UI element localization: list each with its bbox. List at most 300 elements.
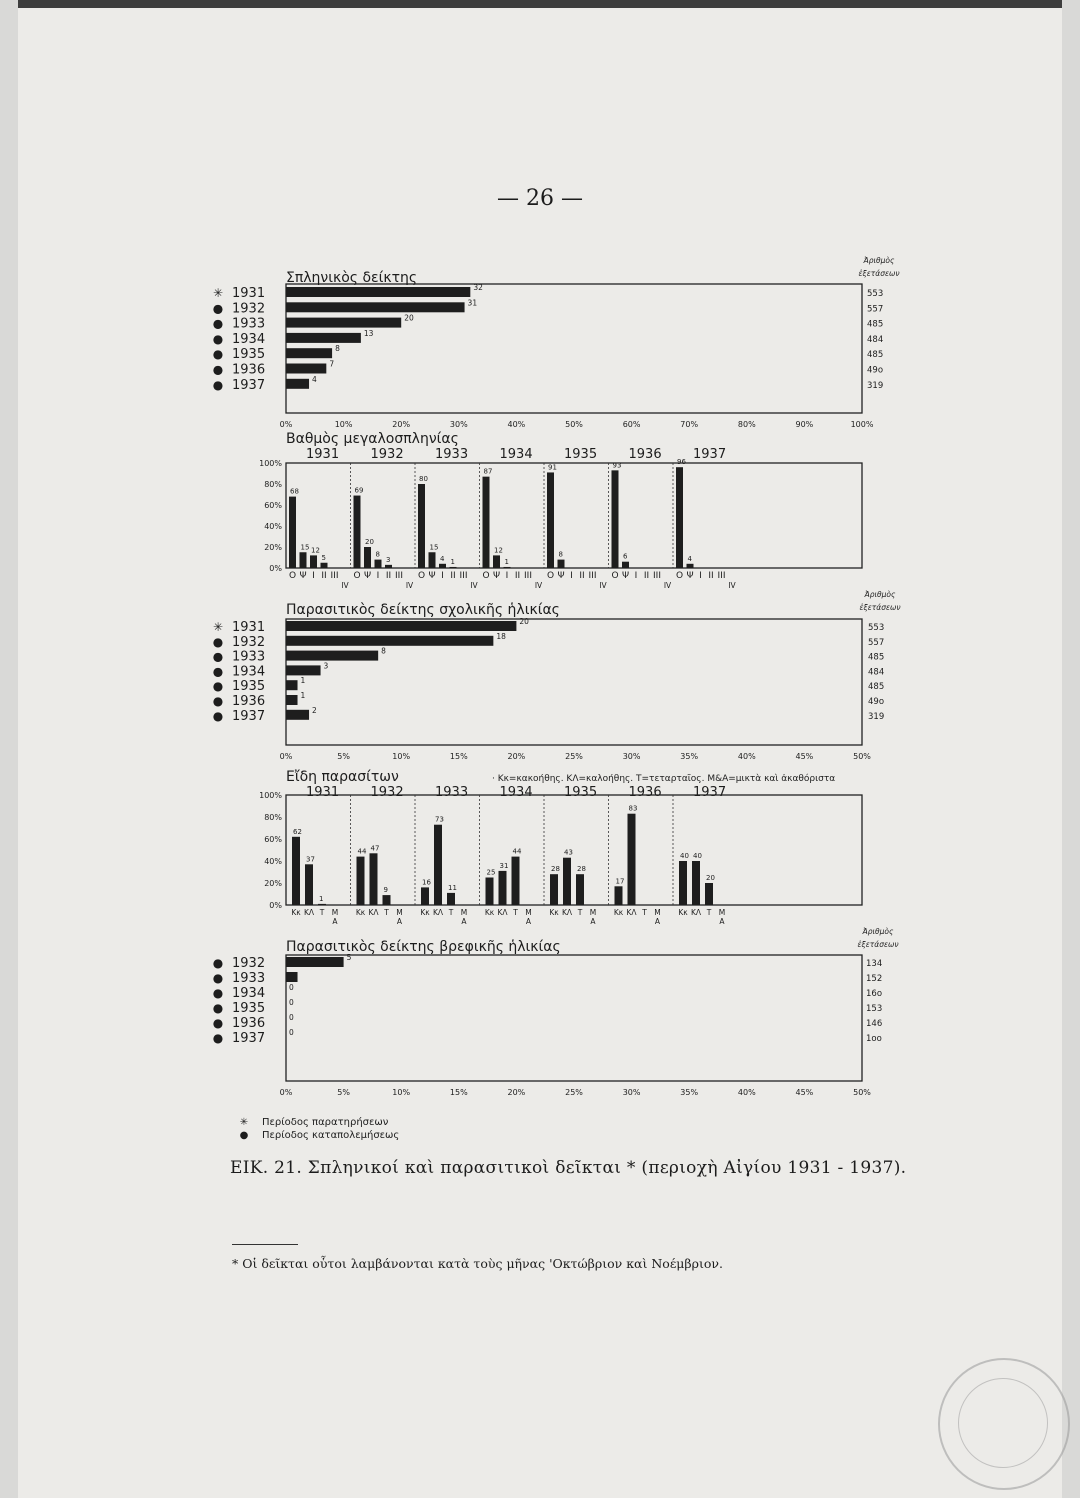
chart1-value-label-1936-0: 93 <box>612 461 622 470</box>
chart1-frame <box>286 463 862 568</box>
chart1-value-label-1935-1: 8 <box>558 550 563 559</box>
chart1-value-label-1937-1: 4 <box>687 554 692 563</box>
chart0-marker-1937: ● <box>212 377 224 392</box>
chart0-exam-count-1933: 485 <box>867 319 884 330</box>
chart1-bar-1933-0 <box>418 484 425 568</box>
library-seal <box>938 1358 1070 1490</box>
chart1-sublabel-1931-3: II <box>321 571 327 581</box>
chart0-bar-1936 <box>286 364 326 374</box>
chart2-marker-1931: ✳ <box>212 620 224 634</box>
chart1-ytick-label-4: 80% <box>264 480 282 489</box>
chart4-tick-label-3: 15% <box>449 1088 468 1097</box>
chart3-sublabel-1933-0: Κκ <box>420 908 430 917</box>
chart1-value-label-1932-1: 20 <box>365 538 374 546</box>
legend-text-0: Περίοδος παρατηρήσεων <box>262 1117 389 1128</box>
chart3-bar-1933-1 <box>434 825 442 905</box>
chart0-marker-1934: ● <box>212 331 224 346</box>
chart3-bar-1933-2 <box>447 893 455 905</box>
chart2-bar-1934 <box>286 665 321 675</box>
chart1-value-label-1934-1: 12 <box>494 546 503 555</box>
chart3-sublabel-1937-0: Κκ <box>678 908 688 917</box>
chart2-year-label-1934: 1934 <box>232 664 266 680</box>
chart3-value-label-1931-2: 1 <box>319 894 324 903</box>
chart3-sublabel-1933-3-a: Α <box>461 917 467 926</box>
chart3-value-label-1933-1: 73 <box>435 815 444 824</box>
chart3-bar-1935-1 <box>563 858 571 905</box>
chart1-sublabel-1935-1: Ψ <box>557 571 565 581</box>
chart1-value-label-1935-0: 91 <box>548 463 557 472</box>
chart3-value-label-1933-0: 16 <box>422 878 431 887</box>
chart3-sublabel-1936-1: ΚΛ <box>626 908 637 917</box>
chart3-sublabel-1933-1: ΚΛ <box>432 908 444 917</box>
chart0-value-label-1936: 7 <box>329 359 335 369</box>
chart1-sublabel-1933-5: IV <box>470 581 478 590</box>
chart1-sublabel-1933-2: I <box>441 571 444 581</box>
chart1-sublabel-1934-5: IV <box>534 581 543 590</box>
chart1-group-label-1931: 1931 <box>306 447 340 462</box>
chart1-value-label-1931-2: 12 <box>311 546 320 555</box>
chart1-bar-1936-0 <box>612 470 619 568</box>
chart3-bar-1936-0 <box>615 886 623 905</box>
chart3-sublabel-1931-2: Τ <box>319 908 325 917</box>
chart4-frame <box>286 955 862 1081</box>
chart4-tick-label-4: 20% <box>507 1088 526 1097</box>
chart3-sublabel-1934-3-m: Μ <box>525 908 532 917</box>
chart1-sublabel-1934-3: II <box>514 571 521 581</box>
chart4-tick-label-6: 30% <box>622 1088 641 1097</box>
chart2-exam-count-1933: 485 <box>868 652 885 663</box>
chart0-tick-label-2: 20% <box>392 420 411 429</box>
chart4-exam-count-1932: 134 <box>866 959 883 969</box>
chart2-value-label-1936: 1 <box>300 691 306 700</box>
chart3-ytick-label-0: 0% <box>269 901 282 910</box>
chart1-sublabel-1932-3: II <box>385 571 392 581</box>
chart0-value-label-1931: 32 <box>473 283 483 292</box>
chart1-bar-1931-3 <box>321 563 328 568</box>
chart1-value-label-1931-3: 5 <box>321 553 326 562</box>
chart2-value-label-1935: 1 <box>300 676 306 686</box>
chart1-value-label-1932-3: 3 <box>386 555 391 564</box>
chart4-year-label-1936: 1936 <box>232 1016 266 1031</box>
chart3-sublabel-1937-1: ΚΛ <box>690 908 702 917</box>
chart1-sublabel-1932-5: IV <box>405 581 414 590</box>
chart2-title: Παρασιτικὸς δείκτης σχολικῆς ἡλικίας <box>286 602 560 618</box>
chart3-sublabel-1931-3-a: Α <box>332 917 338 926</box>
chart2-tick-label-2: 10% <box>392 752 411 761</box>
chart2-exam-header-1: Ἀριθμὸς <box>864 590 896 599</box>
chart3-sublabel-1936-3-a: Α <box>654 917 661 926</box>
chart0-value-label-1932: 31 <box>467 298 478 308</box>
chart4-exam-header-2: ἐξετάσεων <box>857 940 899 949</box>
chart4-bar-1932 <box>286 957 344 967</box>
chart3-sublabel-1934-2: Τ <box>513 908 518 917</box>
chart2-bar-1932 <box>286 636 493 646</box>
chart3-sublabel-1935-3-a: Α <box>590 917 596 926</box>
chart3-sublabel-1935-1: ΚΛ <box>561 908 573 917</box>
chart0-exam-count-1934: 484 <box>867 334 884 345</box>
chart2-exam-count-1932: 557 <box>868 637 885 648</box>
chart3-bar-1931-1 <box>305 864 313 905</box>
chart1-sublabel-1932-1: Ψ <box>363 571 372 581</box>
chart2-value-label-1933: 8 <box>381 646 386 656</box>
chart3-value-label-1937-2: 20 <box>706 874 715 882</box>
chart3-value-label-1932-1: 47 <box>370 844 380 853</box>
chart1-value-label-1932-0: 69 <box>354 486 364 495</box>
chart0-marker-1935: ● <box>212 347 224 362</box>
chart0-tick-label-3: 30% <box>449 420 468 429</box>
chart1-group-label-1932: 1932 <box>370 447 404 462</box>
chart1-bar-1934-2 <box>504 567 511 568</box>
chart2-marker-1937: ● <box>212 708 224 723</box>
chart2-exam-header-2: ἐξετάσεων <box>859 603 901 612</box>
chart1-sublabel-1933-1: Ψ <box>428 571 436 581</box>
chart2-tick-label-1: 5% <box>337 752 350 761</box>
chart0-tick-label-6: 60% <box>622 420 641 429</box>
chart3-group-label-1932: 1932 <box>370 785 404 800</box>
chart4-tick-label-10: 50% <box>853 1088 871 1097</box>
chart3-bar-1934-2 <box>512 857 520 905</box>
chart1-sublabel-1935-3: II <box>579 571 585 581</box>
chart1-bar-1932-0 <box>354 496 361 568</box>
chart1-sublabel-1935-4: III <box>588 571 597 581</box>
chart1-bar-1932-1 <box>364 547 371 568</box>
chart0-exam-header-2: ἐξετάσεων <box>858 269 900 278</box>
chart3-sublabel-1932-3-a: Α <box>396 917 403 926</box>
chart3-value-label-1937-1: 40 <box>693 852 702 860</box>
chart1-sublabel-1931-5: IV <box>341 581 349 590</box>
chart2-tick-label-3: 15% <box>449 752 468 761</box>
chart3-value-label-1931-0: 62 <box>293 827 302 836</box>
chart3-sublabel-1931-3-m: Μ <box>331 908 339 917</box>
chart1-sublabel-1937-2: I <box>699 571 702 581</box>
chart2-marker-1934: ● <box>212 664 224 679</box>
chart0-tick-label-7: 70% <box>680 420 699 429</box>
chart4-tick-label-0: 0% <box>279 1088 293 1097</box>
chart0-year-label-1934: 1934 <box>232 331 266 347</box>
chart1-value-label-1934-0: 87 <box>483 467 493 476</box>
chart4-marker-1935: ● <box>212 1001 224 1015</box>
chart0-value-label-1933: 20 <box>404 313 414 323</box>
legend-marker-1: ● <box>239 1130 249 1141</box>
chart4-year-label-1934: 1934 <box>232 986 266 1001</box>
chart4-exam-count-1935: 153 <box>866 1004 883 1014</box>
chart0-tick-label-8: 80% <box>737 420 756 429</box>
chart0-marker-1936: ● <box>212 362 224 377</box>
chart4-value-label-1934: 0 <box>289 983 294 992</box>
chart1-sublabel-1936-1: Ψ <box>621 571 630 581</box>
chart3-value-label-1935-1: 43 <box>564 848 573 857</box>
chart3-group-label-1931: 1931 <box>306 785 340 800</box>
chart2-year-label-1935: 1935 <box>232 679 266 695</box>
chart3-bar-1934-1 <box>499 871 507 905</box>
chart2-bar-1933 <box>286 651 378 661</box>
chart0-tick-label-5: 50% <box>565 420 583 429</box>
chart1-group-label-1935: 1935 <box>564 447 598 462</box>
chart1-value-label-1933-1: 15 <box>429 543 439 552</box>
chart3-title: Εἴδη παρασίτων <box>286 769 399 785</box>
chart1-sublabel-1933-3: II <box>450 571 456 581</box>
chart0-year-label-1936: 1936 <box>232 362 266 378</box>
chart2-exam-count-1935: 485 <box>868 682 885 693</box>
chart4-marker-1936: ● <box>212 1016 224 1030</box>
chart4-marker-1932: ● <box>212 956 224 970</box>
chart1-value-label-1931-0: 68 <box>290 487 299 496</box>
chart3-group-label-1934: 1934 <box>499 785 533 800</box>
chart2-marker-1936: ● <box>212 694 224 708</box>
chart4-year-label-1935: 1935 <box>232 1001 266 1016</box>
chart3-bar-1937-1 <box>692 861 700 905</box>
chart0-exam-count-1935: 485 <box>867 350 884 361</box>
chart3-bar-1934-0 <box>486 878 494 906</box>
chart1-sublabel-1932-4: III <box>395 571 403 581</box>
chart4-exam-count-1934: 16o <box>866 989 883 999</box>
chart0-bar-1932 <box>286 302 465 312</box>
chart3-bar-1937-0 <box>679 861 687 905</box>
chart3-sublabel-1934-1: ΚΛ <box>497 908 508 917</box>
chart1-bar-1934-0 <box>483 477 490 568</box>
chart1-bar-1933-2 <box>439 564 446 568</box>
chart0-year-label-1935: 1935 <box>232 347 266 363</box>
chart1-sublabel-1935-0: O <box>546 571 555 581</box>
chart3-abbreviation-note: · Κκ=κακοήθης. ΚΛ=καλοήθης. Τ=τεταρταῖος. Μ&Α=μικτὰ καὶ ἀκαθόριστα <box>492 774 836 784</box>
chart0-tick-label-0: 0% <box>279 420 293 429</box>
chart4-marker-1937: ● <box>212 1031 224 1045</box>
chart3-value-label-1936-0: 17 <box>615 877 625 886</box>
chart0-tick-label-1: 10% <box>334 420 353 429</box>
chart0-marker-1931: ✳ <box>212 286 224 300</box>
chart0-title: Σπληνικὸς δείκτης <box>286 270 418 286</box>
figure-caption: ΕΙΚ. 21. Σπληνικοί καὶ παρασιτικοὶ δεῖκται * (περιοχὴ Αἰγίου 1931 - 1937). <box>230 1158 907 1178</box>
chart1-sublabel-1936-4: III <box>653 571 661 581</box>
chart3-sublabel-1932-1: ΚΛ <box>368 908 379 917</box>
chart2-bar-1935 <box>286 680 298 690</box>
chart4-year-label-1932: 1932 <box>232 956 266 971</box>
chart1-bar-1933-3 <box>450 567 457 568</box>
footnote: * Οἱ δεῖκται οὗτοι λαμβάνονται κατὰ τοὺς μῆνας 'Οκτώβριον καὶ Νοέμβριον. <box>232 1256 724 1271</box>
chart4-bar-1933 <box>286 972 298 982</box>
chart4-exam-count-1933: 152 <box>866 974 883 984</box>
chart4-tick-label-7: 35% <box>680 1088 699 1097</box>
chart2-exam-count-1934: 484 <box>868 667 885 678</box>
chart1-bar-1937-1 <box>687 564 694 568</box>
chart0-value-label-1935: 8 <box>335 344 340 354</box>
chart3-sublabel-1935-2: Τ <box>577 908 583 917</box>
chart3-value-label-1933-2: 11 <box>448 883 457 892</box>
chart1-sublabel-1933-0: O <box>417 571 426 581</box>
chart2-marker-1932: ● <box>212 634 224 649</box>
chart2-bar-1937 <box>286 710 309 720</box>
chart4-year-label-1933: 1933 <box>232 971 266 986</box>
chart3-bar-1937-2 <box>705 883 713 905</box>
chart3-value-label-1935-2: 28 <box>577 865 586 874</box>
chart0-year-label-1932: 1932 <box>232 301 266 317</box>
library-seal-inner <box>958 1378 1048 1468</box>
chart3-value-label-1932-0: 44 <box>357 847 367 856</box>
chart1-ytick-label-5: 100% <box>259 459 282 468</box>
chart2-tick-label-4: 20% <box>507 752 526 761</box>
chart3-sublabel-1931-0: Κκ <box>291 908 301 917</box>
chart0-exam-count-1936: 49o <box>867 365 884 376</box>
chart4-title: Παρασιτικὸς δείκτης βρεφικῆς ἡλικίας <box>286 939 561 955</box>
chart1-sublabel-1933-4: III <box>459 571 468 581</box>
chart4-tick-label-9: 45% <box>795 1088 814 1097</box>
legend-marker-0: ✳ <box>239 1117 249 1128</box>
chart1-bar-1934-1 <box>493 555 500 568</box>
chart3-bar-1931-0 <box>292 837 300 905</box>
chart1-sublabel-1934-0: O <box>482 571 490 581</box>
chart3-value-label-1937-0: 40 <box>680 852 689 860</box>
legend-text-1: Περίοδος καταπολεμήσεως <box>262 1130 400 1141</box>
chart3-sublabel-1936-2: Τ <box>642 908 647 917</box>
chart3-value-label-1934-0: 25 <box>486 868 496 877</box>
chart1-sublabel-1937-1: Ψ <box>686 571 694 581</box>
chart0-bar-1937 <box>286 379 309 389</box>
chart1-title: Βαθμὸς μεγαλοσπληνίας <box>286 431 459 447</box>
chart3-bar-1936-1 <box>628 814 636 905</box>
chart2-tick-label-6: 30% <box>622 752 641 761</box>
chart1-sublabel-1936-0: O <box>611 571 619 581</box>
chart0-year-label-1931: 1931 <box>232 286 266 301</box>
chart1-value-label-1934-2: 1 <box>504 557 509 566</box>
chart1-sublabel-1934-4: III <box>524 571 532 581</box>
chart3-value-label-1932-2: 9 <box>383 886 388 895</box>
chart1-sublabel-1931-1: Ψ <box>299 571 307 581</box>
chart2-year-label-1933: 1933 <box>232 649 266 665</box>
chart3-sublabel-1932-3-m: Μ <box>396 908 403 917</box>
chart1-sublabel-1936-3: II <box>643 571 650 581</box>
chart1-bar-1933-1 <box>429 552 436 568</box>
chart0-bar-1935 <box>286 348 332 358</box>
chart3-value-label-1934-2: 44 <box>512 847 522 856</box>
chart3-sublabel-1934-0: Κκ <box>484 908 495 917</box>
chart2-tick-label-0: 0% <box>279 752 293 761</box>
chart2-year-label-1931: 1931 <box>232 620 266 635</box>
chart3-sublabel-1936-3-m: Μ <box>654 908 661 917</box>
chart3-sublabel-1933-3-m: Μ <box>460 908 468 917</box>
chart3-bar-1932-0 <box>357 857 365 905</box>
chart0-value-label-1934: 13 <box>363 328 374 338</box>
chart1-sublabel-1937-5: IV <box>728 581 736 590</box>
chart2-tick-label-10: 50% <box>853 752 871 761</box>
chart3-group-label-1933: 1933 <box>435 785 469 800</box>
chart3-sublabel-1935-3-m: Μ <box>589 908 597 917</box>
chart2-tick-label-9: 45% <box>795 752 814 761</box>
chart3-group-label-1935: 1935 <box>564 785 598 800</box>
chart2-tick-label-7: 35% <box>680 752 699 761</box>
chart1-ytick-label-1: 20% <box>264 543 282 552</box>
chart1-bar-1931-1 <box>300 552 307 568</box>
chart3-sublabel-1932-2: Τ <box>384 908 389 917</box>
chart2-exam-count-1931: 553 <box>868 623 885 633</box>
chart1-bar-1935-1 <box>558 560 565 568</box>
chart3-bar-1933-0 <box>421 887 429 905</box>
chart0-bar-1933 <box>286 318 401 328</box>
chart4-tick-label-5: 25% <box>565 1088 583 1097</box>
chart0-year-label-1933: 1933 <box>232 316 266 332</box>
chart3-bar-1935-2 <box>576 874 584 905</box>
chart1-sublabel-1931-0: O <box>288 571 297 581</box>
chart1-ytick-label-3: 60% <box>264 501 282 510</box>
chart3-ytick-label-3: 60% <box>264 835 282 844</box>
chart4-marker-1933: ● <box>212 971 224 985</box>
chart1-sublabel-1936-2: I <box>634 571 638 581</box>
chart1-sublabel-1931-4: III <box>330 571 339 581</box>
chart3-bar-1931-2 <box>318 904 326 905</box>
chart0-marker-1932: ● <box>212 301 224 316</box>
chart1-bar-1935-0 <box>547 472 554 568</box>
chart3-ytick-label-1: 20% <box>264 879 282 888</box>
chart1-sublabel-1934-2: I <box>505 571 509 581</box>
chart0-marker-1933: ● <box>212 316 224 331</box>
chart1-group-label-1933: 1933 <box>435 447 469 462</box>
chart0-tick-label-4: 40% <box>507 420 526 429</box>
chart3-group-label-1937: 1937 <box>693 785 727 800</box>
chart1-value-label-1933-2: 4 <box>440 554 445 563</box>
chart1-value-label-1932-2: 8 <box>375 550 380 559</box>
chart4-value-label-1937: 0 <box>289 1028 294 1037</box>
chart2-value-label-1931: 20 <box>519 617 529 626</box>
chart3-value-label-1936-1: 83 <box>628 804 638 813</box>
chart1-sublabel-1936-5: IV <box>663 581 672 590</box>
chart4-exam-header-1: Ἀριθμὸς <box>862 927 894 936</box>
chart1-bar-1932-3 <box>385 565 392 568</box>
chart3-sublabel-1936-0: Κκ <box>613 908 624 917</box>
chart1-ytick-label-0: 0% <box>269 564 282 573</box>
chart3-sublabel-1935-0: Κκ <box>549 908 559 917</box>
chart3-sublabel-1933-2: Τ <box>448 908 454 917</box>
chart2-bar-1936 <box>286 695 298 705</box>
chart1-ytick-label-2: 40% <box>264 522 282 531</box>
chart2-year-label-1932: 1932 <box>232 634 266 650</box>
chart4-tick-label-1: 5% <box>337 1088 350 1097</box>
chart1-sublabel-1932-0: O <box>353 571 361 581</box>
chart2-value-label-1937: 2 <box>312 705 317 715</box>
chart3-sublabel-1931-1: ΚΛ <box>303 908 315 917</box>
chart3-value-label-1935-0: 28 <box>551 865 560 874</box>
chart1-sublabel-1931-2: I <box>312 571 315 581</box>
chart1-group-label-1936: 1936 <box>628 447 662 462</box>
chart4-year-label-1937: 1937 <box>232 1031 266 1046</box>
chart4-marker-1934: ● <box>212 986 224 1000</box>
chart0-tick-label-10: 100% <box>850 420 874 429</box>
chart3-sublabel-1937-3-a: Α <box>719 917 725 926</box>
chart2-marker-1933: ● <box>212 649 224 664</box>
chart4-value-label-1932: 5 <box>346 953 352 962</box>
chart2-year-label-1937: 1937 <box>232 708 266 724</box>
chart3-sublabel-1932-0: Κκ <box>355 908 366 917</box>
chart1-bar-1931-0 <box>289 497 296 568</box>
chart2-value-label-1932: 18 <box>496 631 506 641</box>
chart1-sublabel-1937-4: III <box>717 571 726 581</box>
chart1-sublabel-1935-2: I <box>570 571 573 581</box>
chart1-bar-1931-2 <box>310 555 317 568</box>
chart0-year-label-1937: 1937 <box>232 377 266 393</box>
chart1-value-label-1931-1: 15 <box>300 543 310 552</box>
chart3-bar-1932-2 <box>383 895 391 905</box>
chart1-sublabel-1934-1: Ψ <box>492 571 501 581</box>
chart1-bar-1936-1 <box>622 562 629 568</box>
chart3-value-label-1934-1: 31 <box>499 861 509 870</box>
chart2-value-label-1934: 3 <box>323 661 329 671</box>
chart3-sublabel-1937-3-m: Μ <box>718 908 726 917</box>
chart1-value-label-1933-3: 1 <box>450 557 455 566</box>
chart1-group-label-1937: 1937 <box>693 447 727 462</box>
chart4-tick-label-2: 10% <box>392 1088 411 1097</box>
chart1-value-label-1936-1: 6 <box>623 552 628 561</box>
chart1-sublabel-1932-2: I <box>376 571 380 581</box>
footnote-rule <box>232 1244 298 1245</box>
chart3-bar-1932-1 <box>370 853 378 905</box>
